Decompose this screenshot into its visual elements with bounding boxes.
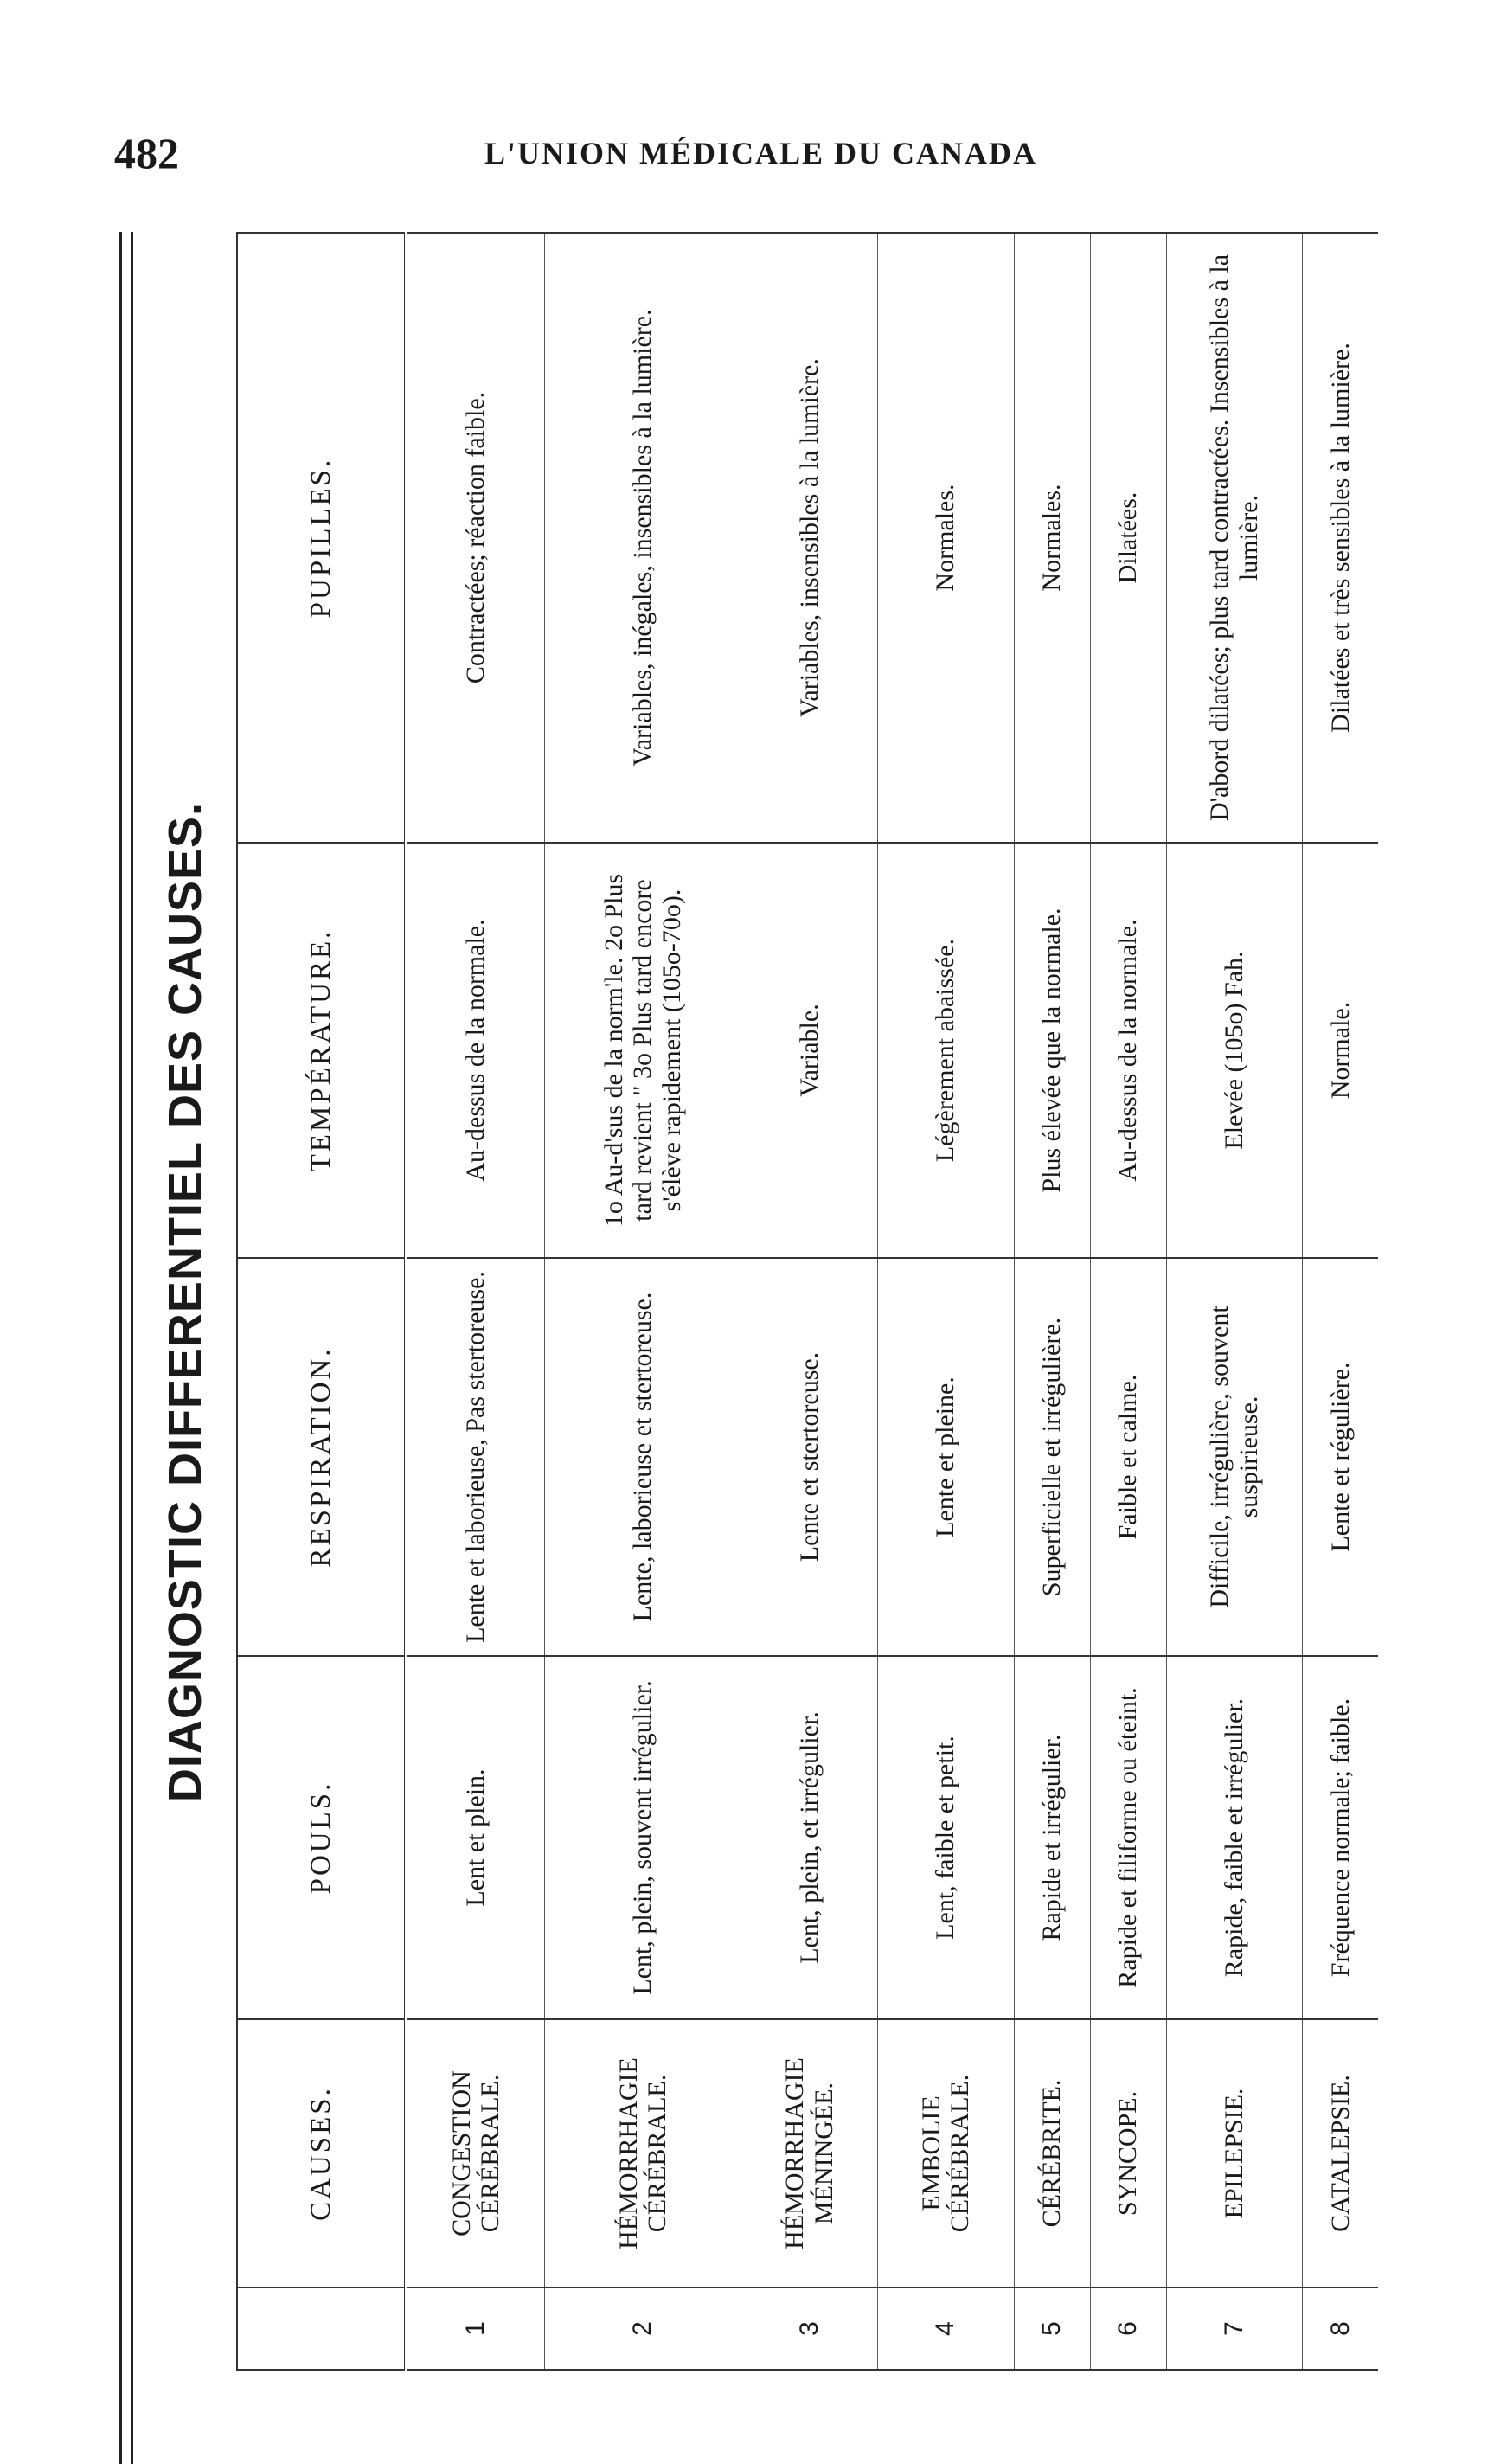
table-title: DIAGNOSTIC DIFFERENTIEL DES CAUSES. (159, 801, 211, 1803)
running-title: L'UNION MÉDICALE DU CANADA (484, 136, 1038, 170)
pouls-cell: Lent, plein, souvent irrégulier. (545, 1656, 741, 2019)
cause-cell: CONGESTION CÉRÉBRALE. (406, 2019, 545, 2288)
cause-cell: EMBOLIE CÉRÉBRALE. (877, 2019, 1014, 2288)
pouls-cell: Fréquence normale; faible. (1303, 1656, 1378, 2019)
temperature-cell: Au-dessus de la normale. (406, 843, 545, 1258)
table-row (1166, 233, 1303, 2370)
pupilles-cell: Variables, insensibles à la lumière. (741, 233, 878, 843)
pupilles-cell: Contractées; réaction faible. (406, 233, 545, 843)
row-number: 5 (1014, 2288, 1090, 2370)
table-row (1090, 233, 1166, 2370)
respiration-cell: Lente et pleine. (877, 1258, 1014, 1656)
table-header-row (237, 233, 406, 2370)
row-number: 7 (1166, 2288, 1303, 2370)
pupilles-cell: D'abord dilatées; plus tard contractées. Insensibles à la lumière. (1166, 233, 1303, 843)
table-row (1014, 233, 1090, 2370)
header-temperature: TEMPÉRATURE. (237, 843, 406, 1258)
temperature-cell: Normale. (1303, 843, 1378, 1258)
differential-diagnosis-table (236, 232, 1378, 2371)
respiration-cell: Superficielle et irrégulière. (1014, 1258, 1090, 1656)
cause-cell: CATALEPSIE. (1303, 2019, 1378, 2288)
temperature-cell: Au-dessus de la normale. (1090, 843, 1166, 1258)
pupilles-cell: Normales. (1014, 233, 1090, 843)
header-pouls: POULS. (237, 1656, 406, 2019)
table-row (877, 233, 1014, 2370)
double-rule (119, 232, 133, 2464)
table-row (406, 233, 545, 2370)
header-num (237, 2288, 406, 2370)
pouls-cell: Lent et plein. (406, 1656, 545, 2019)
cause-cell: EPILEPSIE. (1166, 2019, 1303, 2288)
table-landscape (143, 234, 1388, 2371)
temperature-cell: Variable. (741, 843, 878, 1258)
header-pupilles: PUPILLES. (237, 233, 406, 843)
table-row (741, 233, 878, 2370)
cause-cell: HÉMORRHAGIE CÉRÉBRALE. (545, 2019, 741, 2288)
respiration-cell: Lente, laborieuse et stertoreuse. (545, 1258, 741, 1656)
rotated-table-region (143, 234, 1388, 2371)
respiration-cell: Lente et stertoreuse. (741, 1258, 878, 1656)
pouls-cell: Rapide et irrégulier. (1014, 1656, 1090, 2019)
respiration-cell: Difficile, irrégulière, souvent suspirieuse. (1166, 1258, 1303, 1656)
respiration-cell: Faible et calme. (1090, 1258, 1166, 1656)
table-row (545, 233, 741, 2370)
pouls-cell: Rapide, faible et irrégulier. (1166, 1656, 1303, 2019)
pupilles-cell: Dilatées. (1090, 233, 1166, 843)
temperature-cell: Plus élevée que la normale. (1014, 843, 1090, 1258)
respiration-cell: Lente et régulière. (1303, 1258, 1378, 1656)
header-respiration: RESPIRATION. (237, 1258, 406, 1656)
pupilles-cell: Variables, inégales, insensibles à la lumière. (545, 233, 741, 843)
row-number: 1 (406, 2288, 545, 2370)
row-number: 6 (1090, 2288, 1166, 2370)
pouls-cell: Rapide et filiforme ou éteint. (1090, 1656, 1166, 2019)
table-row (1303, 233, 1378, 2370)
row-number: 8 (1303, 2288, 1378, 2370)
cause-cell: SYNCOPE. (1090, 2019, 1166, 2288)
cause-cell: HÉMORRHAGIE MÉNINGÉE. (741, 2019, 878, 2288)
pupilles-cell: Normales. (877, 233, 1014, 843)
pupilles-cell: Dilatées et très sensibles à la lumière. (1303, 233, 1378, 843)
row-number: 4 (877, 2288, 1014, 2370)
header-causes: CAUSES. (237, 2019, 406, 2288)
cause-cell: CÉRÉBRITE. (1014, 2019, 1090, 2288)
row-number: 2 (545, 2288, 741, 2370)
temperature-cell: 1o Au-d'sus de la norm'le. 2o Plus tard revient " 3o Plus tard encore s'élève rapidement (105o-70o). (545, 843, 741, 1258)
page-number: 482 (114, 129, 179, 177)
pouls-cell: Lent, faible et petit. (877, 1656, 1014, 2019)
pouls-cell: Lent, plein, et irrégulier. (741, 1656, 878, 2019)
temperature-cell: Elevée (105o) Fah. (1166, 843, 1303, 1258)
respiration-cell: Lente et laborieuse, Pas stertoreuse. (406, 1258, 545, 1656)
row-number: 3 (741, 2288, 878, 2370)
temperature-cell: Légèrement abaissée. (877, 843, 1014, 1258)
